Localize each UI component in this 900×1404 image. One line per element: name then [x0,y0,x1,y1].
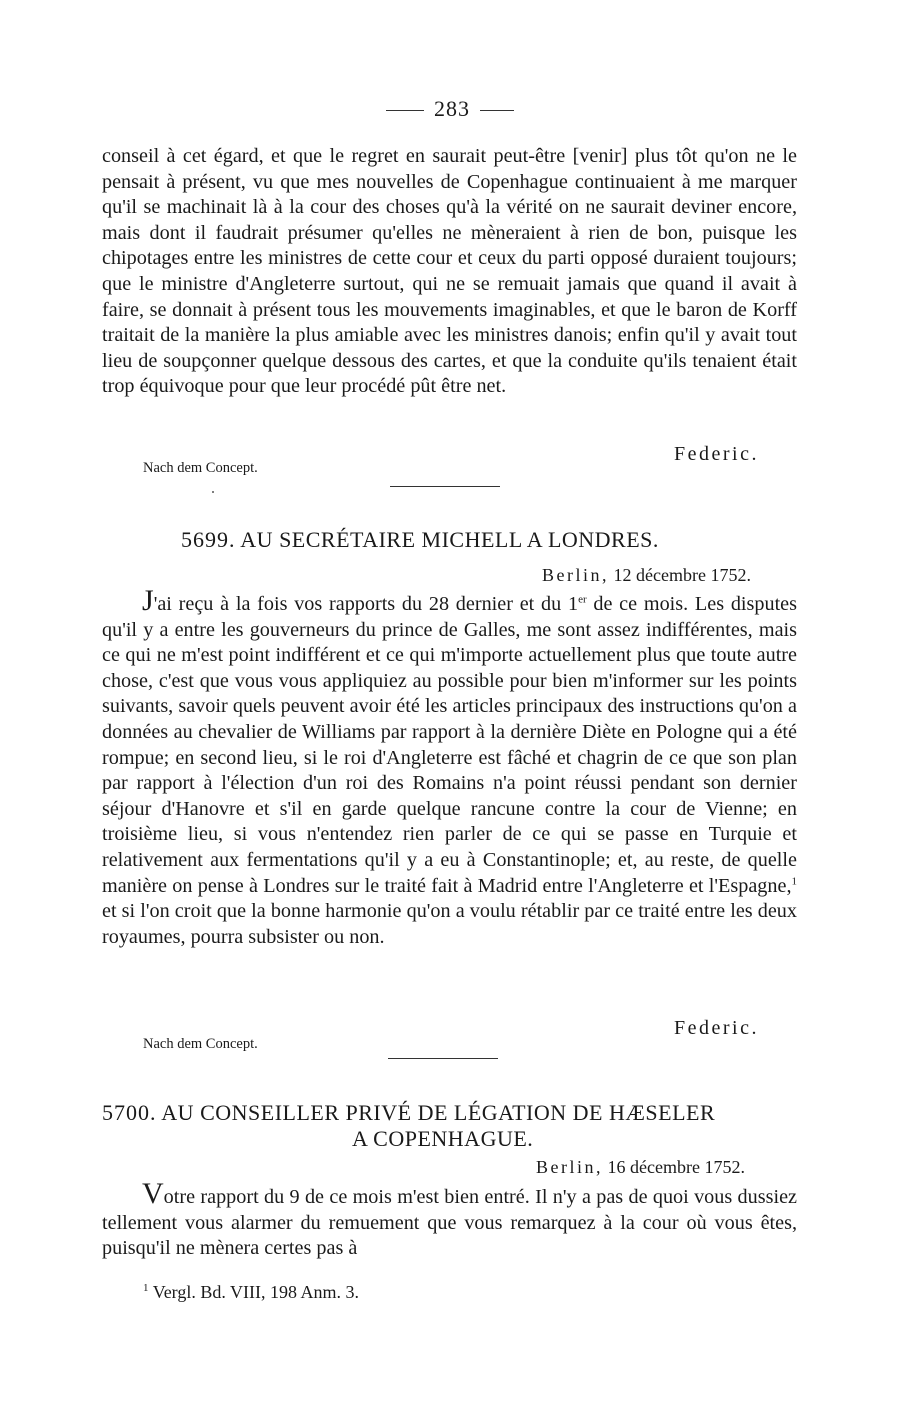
letter-5699-superscript: er [578,593,587,606]
letter-5700-heading-line2: A COPENHAGUE. [352,1126,534,1151]
letter-prev-body [102,144,797,400]
letter-5699-heading: AU SECRÉTAIRE MICHELL A LONDRES. [240,527,659,552]
section-divider [388,1058,498,1059]
letter-prev-text: conseil à cet égard, et que le regret en saurait peut-être [venir] plus tôt qu'on ne le pensait à présent, vu que mes nouvelles de Copenhague continuaient à me marquer qu'il se machinait là à la cour des choses qu'à la vérité on ne saurait deviner encore, mais dont il faudrait présumer qu'elles ne mèneraient à rien de bon, puisque les chipotages entre les ministres de cette cour et ceux du parti opposé duraient toujours; que le ministre d'Angleterre surtout, qui ne se remuait jamais que quand il avait à faire, se donnait à présent tous les mouvements imaginables, et que le baron de Korff traitait de la manière la plus amiable avec les ministres danois; enfin qu'il y avait tout lieu de soupçonner quelque dessous des cartes, et que la conduite qu'ils tenaient était trop équivoque pour que leur procédé pût être net. [102,145,797,398]
footnote-mark: 1 [143,1282,149,1294]
letter-5700-text-a: otre rapport du 9 de ce mois m'est bien entré. Il n'y a pas de quoi vous dussiez tellement vous alarmer du remuement que vous remarquez à la cour où vous êtes, puisqu'il ne mènera certes pas à [102,1186,797,1260]
footnote-text: Vergl. Bd. VIII, 198 Anm. 3. [152,1282,360,1302]
letter-5699-source: Nach dem Concept. [143,1036,258,1052]
page-number: 283 [434,96,470,121]
letter-5699-signature: Federic. [674,1017,759,1039]
letter-5700-title [102,1100,715,1126]
letter-5700-date: 16 décembre 1752. [607,1157,745,1177]
letter-5699-place: Berlin, [542,565,609,585]
letter-5699-text-b: de ce mois. Les disputes qu'il y a entre les gouverneurs du prince de Galles, me sont assez indifférentes, mais ce qui ne m'est point indifférent et ce qui m'importe actuellement plus que toute autre chose, c'est que vous vous appliquiez au possible pour bien m'informer sur les points suivants, savoir quels peuvent avoir été les articles principaux des instructions qu'on a données au chevalier de Williams par rapport à la dernière Diète en Pologne qui a été rompue; en second lieu, si le roi d'Angleterre est fâché et chagrin de ce que son plan par rapport à l'élection d'un roi des Romains n'a point réussi pendant son dernier séjour d'Hanovre et s'il en garde quelque rancune contre la cour de Vienne; en troisième lieu, si vous n'entendez rien parler de ce qui se passe en Turquie et relativement aux fermentations qu'il y a eu à Constantinople; et, au reste, de quelle manière on pense à Londres sur le traité fait à Madrid entre l'Angleterre et l'Espagne, [102,593,797,897]
letter-5699-date: 12 décembre 1752. [613,565,751,585]
section-divider [390,486,500,487]
letter-5700-place: Berlin, [536,1157,603,1177]
footnote-reference: 1 [791,874,797,887]
letter-5700-number: 5700. [102,1100,157,1125]
letter-5699-dateline [542,565,751,586]
letter-5700-dropcap: V [142,1177,164,1210]
letter-5699-text-c: et si l'on croit que la bonne harmonie qu'on a voulu rétablir par ce traité entre les deux royaumes, pourra subsister ou non. [102,900,797,948]
header-dash-right [480,110,514,111]
letter-prev-source: Nach dem Concept. [143,460,258,476]
header-dash-left [386,110,424,111]
letter-5700-dateline [536,1157,745,1178]
letter-5699-number: 5699. [181,527,236,552]
letter-5699-text-a: 'ai reçu à la fois vos rapports du 28 dernier et du 1 [153,593,579,615]
letter-5700-body [102,1177,797,1262]
letter-5699-dropcap: J [142,584,154,617]
letter-prev-signature: Federic. [674,443,759,465]
print-speck [212,491,214,493]
letter-5699-body [102,584,797,950]
letter-5699-title [181,527,659,553]
footnote [143,1282,359,1303]
page-header [0,96,900,122]
letter-5699-text [102,584,797,950]
letter-5700-heading-line1: AU CONSEILLER PRIVÉ DE LÉGATION DE HÆSELER [161,1100,716,1125]
letter-5700-text [102,1177,797,1262]
